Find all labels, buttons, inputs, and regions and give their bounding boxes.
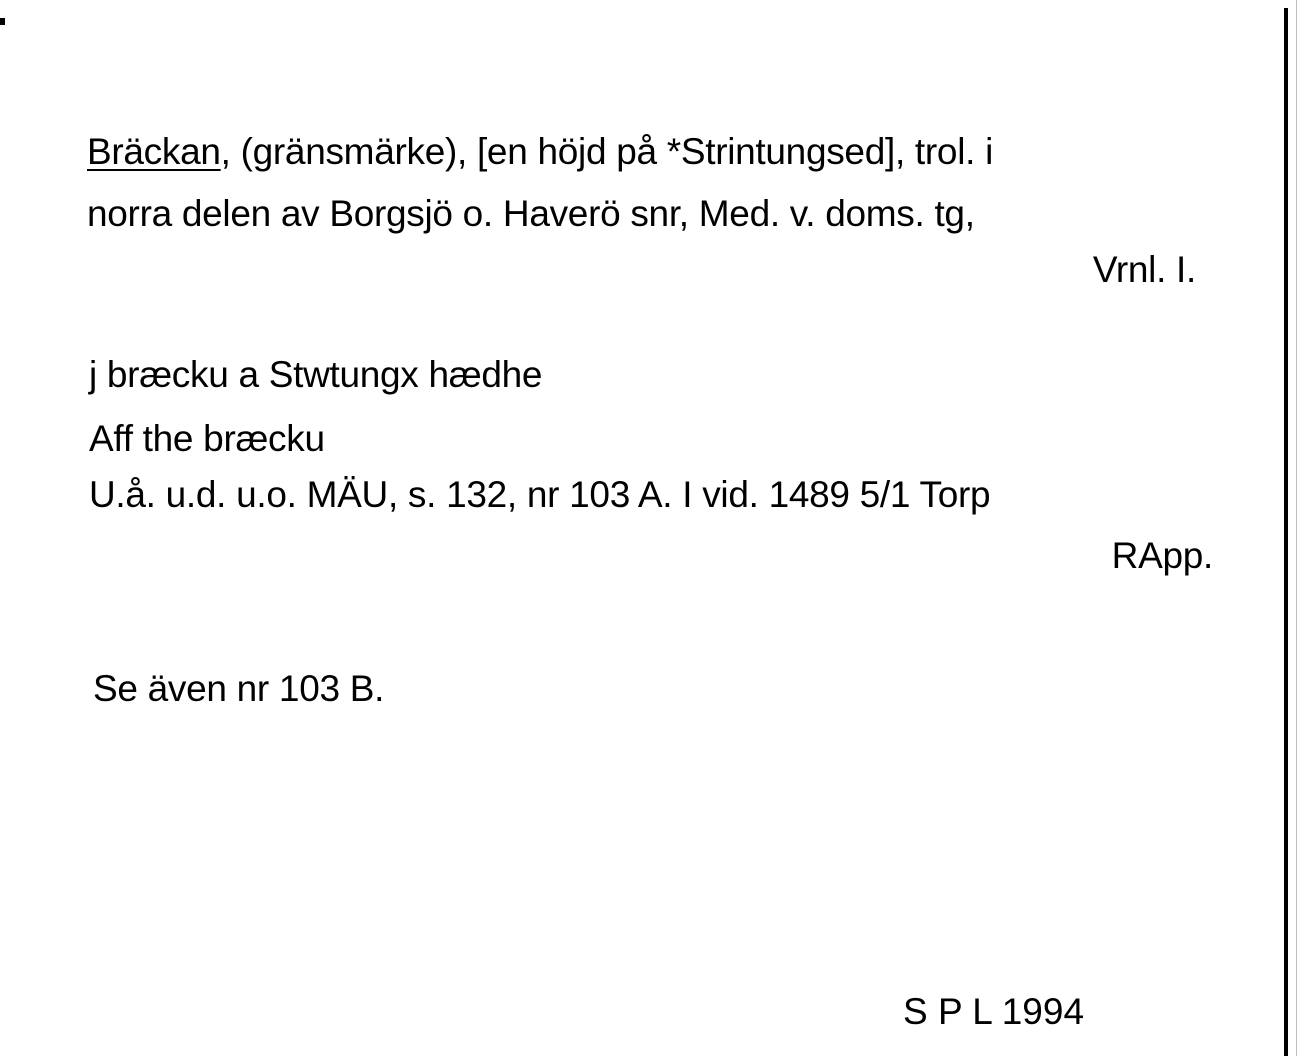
signature: S P L 1994 bbox=[903, 991, 1085, 1032]
entry-line-3: Vrnl. I. bbox=[1092, 249, 1196, 290]
entry-line-1 bbox=[87, 133, 993, 170]
source-line-cont: RApp. bbox=[1111, 535, 1213, 576]
entry-line-2: norra delen av Borgsjö o. Haverö snr, Med. v. doms. tg, bbox=[87, 193, 975, 234]
quote-line-1: j bræcku a Stwtungx hædhe bbox=[89, 354, 543, 395]
card-edge-shadow bbox=[1296, 0, 1297, 1056]
see-also: Se även nr 103 B. bbox=[93, 668, 385, 709]
scan-speck bbox=[0, 18, 5, 25]
entry-line-1-rest: , (gränsmärke), [en höjd på *Strintungsed], trol. i bbox=[220, 131, 994, 172]
quote-line-2: Aff the bræcku bbox=[89, 418, 325, 459]
source-line: U.å. u.d. u.o. MÄU, s. 132, nr 103 A. I vid. 1489 5/1 Torp bbox=[89, 474, 991, 515]
card-edge bbox=[1284, 8, 1288, 1056]
headword: Bräckan bbox=[87, 131, 221, 172]
